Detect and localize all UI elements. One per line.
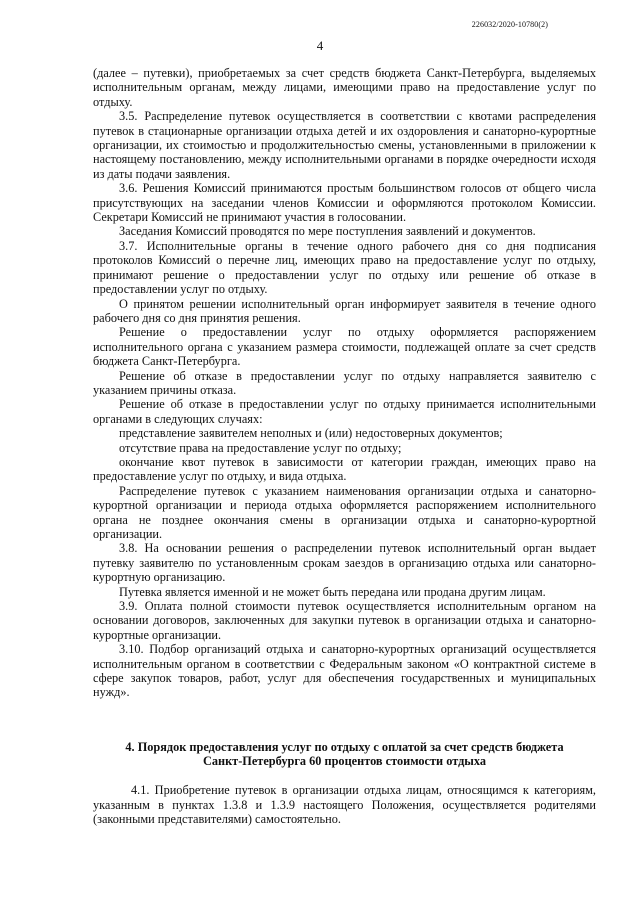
paragraph: Путевка является именной и не может быть передана или продана другим лицам. (119, 584, 546, 599)
document-number: 226032/2020-10780(2) (471, 20, 548, 29)
paragraph: 3.10. Подбор организаций отдыха и санаторно-курортных организаций осуществляется исполнительным органом в соответствии с Федеральным законом «О контрактной системе в сфере закупок товаров, работ, услуг для обеспечения государственных и муниципальных нужд». (93, 642, 596, 700)
paragraph: 3.8. На основании решения о распределении путевок исполнительный орган выдает путевку заявителю по установленным срокам заездов в организацию отдыха или санаторно-курортную организацию. (93, 541, 596, 585)
paragraph: 3.7. Исполнительные органы в течение одного рабочего дня со дня подписания протоколов Комиссий о перечне лиц, имеющих право на предоставление услуг по отдыху, принимают решение о предоставлении услуг по отдыху или решение об отказе в предоставлении услуг по отдыху. (93, 238, 596, 297)
section-heading-line: Санкт-Петербурга 60 процентов стоимости отдыха (202, 754, 487, 769)
paragraph: представление заявителем неполных и (или) недостоверных документов; (119, 426, 503, 441)
section-heading (93, 740, 596, 769)
paragraph: 3.5. Распределение путевок осуществляется в соответствии с квотами распределения путевок в стационарные организации отдыха детей и их оздоровления и санаторно-курортные организации, их стоимостью и продолжительностью смены, установленными в приложении к настоящему постановлению, между исполнительными органами в порядке очередности исходя из даты подачи заявления. (93, 109, 596, 181)
paragraph: Заседания Комиссий проводятся по мере поступления заявлений и документов. (119, 224, 536, 239)
paragraph: 4.1. Приобретение путевок в организации отдыха лицам, относящимся к категориям, указанным в пунктах 1.3.8 и 1.3.9 настоящего Положения, осуществляется родителями (законными представителями) самостоятельно. (93, 783, 596, 827)
paragraph: Решение об отказе в предоставлении услуг по отдыху принимается исполнительными органами в следующих случаях: (93, 397, 596, 426)
paragraph: (далее – путевки), приобретаемых за счет средств бюджета Санкт-Петербурга, выделяемых исполнительным органам, между лицами, имеющими право на предоставление услуг по отдыху. (93, 66, 596, 109)
paragraph: О принятом решении исполнительный орган информирует заявителя в течение одного рабочего дня со дня принятия решения. (93, 296, 596, 325)
paragraph: окончание квот путевок в зависимости от категории граждан, имеющих право на предоставление услуг по отдыху, и вида отдыха. (93, 454, 596, 484)
section-heading-line: 4. Порядок предоставления услуг по отдыху с оплатой за счет средств бюджета (125, 740, 564, 754)
paragraph: Распределение путевок с указанием наименования организации отдыха и санаторно-курортной организации и периода отдыха оформляется распоряжением исполнительного органа не позднее окончания смены в организации отдыха и санаторно-курортной организации. (93, 483, 596, 541)
body-text (93, 66, 596, 700)
paragraph: Решение об отказе в предоставлении услуг по отдыху направляется заявителю с указанием причины отказа. (93, 368, 596, 397)
paragraph: отсутствие права на предоставление услуг по отдыху; (119, 440, 402, 455)
page-number: 4 (316, 38, 324, 53)
paragraph: 3.9. Оплата полной стоимости путевок осуществляется исполнительным органом на основании договоров, заключенных для закупки путевок в организации отдыха и санаторно-курортные организации. (93, 599, 596, 642)
section-4-text (93, 783, 596, 827)
paragraph: Решение о предоставлении услуг по отдыху оформляется распоряжением исполнительного органа с указанием размера стоимости, подлежащей оплате за счет средств бюджета Санкт-Петербурга. (93, 325, 596, 369)
paragraph: 3.6. Решения Комиссий принимаются простым большинством голосов от общего числа присутствующих на заседании членов Комиссии и оформляются протоколом Комиссии. Секретари Комиссий не принимают участия в голосовании. (93, 181, 596, 225)
